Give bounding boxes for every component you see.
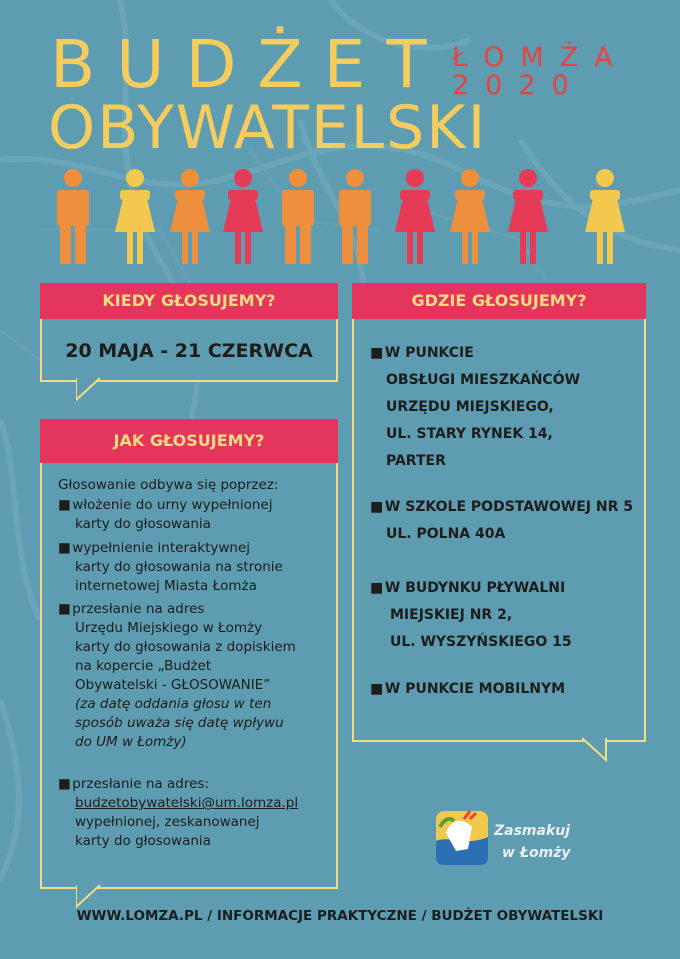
how-bullet-2: ■ wypełnienie interaktywnej karty do głosowania na stronie internetowej Miasta Łomża — [58, 540, 283, 594]
people-figures — [0, 168, 680, 268]
email-link[interactable]: budzetobywatelski@um.lomza.pl — [75, 795, 299, 811]
person-figure-6 — [339, 169, 371, 264]
person-figure-9 — [508, 169, 548, 264]
person-figure-5 — [282, 169, 314, 264]
where-heading: GDZIE GŁOSUJEMY? — [352, 283, 646, 319]
year: 2020 — [452, 70, 585, 101]
title-budzet: BUDŻET — [50, 26, 448, 103]
place-2: ■ W SZKOLE PODSTAWOWEJ NR 5 UL. POLNA 40A — [370, 499, 633, 542]
logo-text: Zasmakuj w Łomży — [494, 823, 571, 861]
place-4: ■ W PUNKCIE MOBILNYM — [370, 681, 566, 697]
how-bullet-3: ■ przesłanie na adres Urzędu Miejskiego w Łomży karty do głosowania z dopiskiem na kopercie „Budżet Obywatelski - GŁOSOWANIE” (za datę oddania głosu w ten sposób uważa się datę wpływu do UM w Łomży) — [58, 601, 296, 750]
how-note-line: do UM w Łomży) — [75, 734, 187, 750]
person-figure-7 — [395, 169, 435, 264]
person-figure-8 — [450, 169, 490, 264]
person-figure-10 — [585, 169, 625, 264]
person-figure-2 — [115, 169, 155, 264]
person-figure-1 — [57, 169, 89, 264]
where-box-tail — [582, 736, 612, 762]
title-obywatelski: OBYWATELSKI — [48, 93, 488, 163]
city-name: ŁOMŻA — [452, 42, 629, 73]
place-3: ■ W BUDYNKU PŁYWALNI MIEJSKIEJ NR 2, UL. WYSZYŃSKIEGO 15 — [370, 580, 572, 650]
how-intro: Głosowanie odbywa się poprzez: — [58, 477, 279, 493]
how-bullet-4: ■ przesłanie na adres: budzetobywatelski@um.lomza.pl wypełnionej, zeskanowanej karty do głosowania — [58, 776, 299, 849]
how-bullet-1: ■ włożenie do urny wypełnionej karty do głosowania — [58, 497, 273, 532]
when-heading: KIEDY GŁOSUJEMY? — [40, 283, 338, 319]
how-note-line: (za datę oddania głosu w ten — [75, 696, 272, 712]
person-figure-3 — [170, 169, 210, 264]
footer-url: WWW.LOMZA.PL / INFORMACJE PRAKTYCZNE / BUDŻET OBYWATELSKI — [76, 908, 604, 924]
voting-dates: 20 MAJA - 21 CZERWCA — [65, 340, 313, 362]
place-1: ■ W PUNKCIE OBSŁUGI MIESZKAŃCÓW URZĘDU MIEJSKIEGO, UL. STARY RYNEK 14, PARTER — [370, 345, 581, 469]
when-box-tail — [76, 376, 106, 402]
person-figure-4 — [223, 169, 263, 264]
how-note-line: sposób uważa się datę wpływu — [75, 715, 284, 731]
how-box-tail — [76, 883, 106, 909]
how-heading: JAK GŁOSUJEMY? — [40, 419, 338, 463]
